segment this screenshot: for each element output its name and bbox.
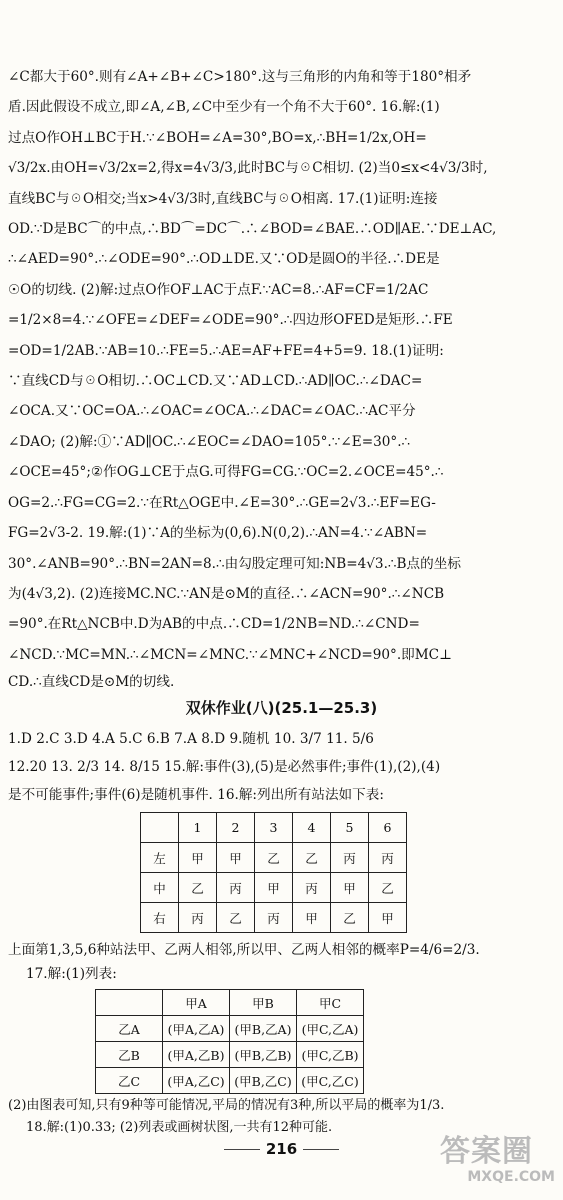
table-cell: (甲A,乙A) <box>163 1016 230 1042</box>
table-cell: (甲C,乙A) <box>297 1016 364 1042</box>
text-line: 12.20 13. 2/3 14. 8/15 15.解:事件(3),(5)是必然事件;事件(1),(2),(4) <box>8 759 441 775</box>
table-cell: 乙 <box>369 873 407 903</box>
text-line: 为(4√3,2). (2)连接MC.NC.∵AN是⊙M的直径.∴∠ACN=90°.∴∠NCB <box>8 585 445 602</box>
table-cell: 乙B <box>96 1042 163 1068</box>
table-row <box>96 1068 364 1094</box>
table-cell: 右 <box>141 903 179 933</box>
text-line: =90°.在Rt△NCB中.D为AB的中点.∴CD=1/2NB=ND.∴∠CND= <box>8 616 420 633</box>
table-row <box>96 1016 364 1042</box>
table-cell <box>96 990 163 1016</box>
table-row <box>96 1042 364 1068</box>
table-cell: 丙 <box>255 903 293 933</box>
table-cell: 丙 <box>293 873 331 903</box>
pairing-outcomes-table <box>95 989 364 1094</box>
text-line: 18.解:(1)0.33; (2)列表或画树状图,一共有12种可能. <box>26 1120 333 1135</box>
text-line: (2)由图表可知,只有9种等可能情况,平局的情况有3种,所以平局的概率为1/3. <box>8 1098 445 1113</box>
table-cell: 甲A <box>163 990 230 1016</box>
table-cell: 乙 <box>331 903 369 933</box>
text-line: CD.∴直线CD是⊙M的切线. <box>8 674 175 690</box>
table-row <box>141 873 407 903</box>
table-cell: 乙A <box>96 1016 163 1042</box>
answers-block-8 <box>8 725 556 809</box>
text-line: 上面第1,3,5,6种站法甲、乙两人相邻,所以甲、乙两人相邻的概率P=4/6=2/3. <box>8 942 480 958</box>
text-line: 直线BC与☉O相交;当x>4√3/3时,直线BC与☉O相离. 17.(1)证明:连接 <box>8 190 438 207</box>
text-line: ∵直线CD与☉O相切.∴OC⊥CD.又∵AD⊥CD.∴AD∥OC.∴∠DAC= <box>8 373 423 390</box>
table-cell: (甲C,乙C) <box>297 1068 364 1094</box>
table-cell: 丙 <box>217 873 255 903</box>
text-line: 1.D 2.C 3.D 4.A 5.C 6.B 7.A 8.D 9.随机 10. 3/7 11. 5/6 <box>8 731 374 747</box>
table-cell: 甲 <box>293 903 331 933</box>
text-line: ∠C都大于60°.则有∠A+∠B+∠C>180°.这与三角形的内角和等于180°相矛 <box>8 69 472 85</box>
watermark <box>440 1135 555 1195</box>
table-cell: (甲C,乙B) <box>297 1042 364 1068</box>
table-cell: 甲 <box>331 873 369 903</box>
text-line: 是不可能事件;事件(6)是随机事件. 16.解:列出所有站法如下表: <box>8 787 384 803</box>
table-cell: 甲 <box>369 903 407 933</box>
table-cell: 丙 <box>331 843 369 873</box>
watermark-url: MXQE.COM <box>467 1169 555 1185</box>
table-cell: (甲A,乙C) <box>163 1068 230 1094</box>
text-line: 17.解:(1)列表: <box>26 966 117 982</box>
table-cell: 甲C <box>297 990 364 1016</box>
table-cell: 4 <box>293 813 331 843</box>
table-cell: 甲B <box>230 990 297 1016</box>
table-cell: (甲B,乙A) <box>230 1016 297 1042</box>
table-cell: 乙 <box>293 843 331 873</box>
solutions-block-16-19 <box>8 62 556 670</box>
table-cell: 中 <box>141 873 179 903</box>
table-cell: 1 <box>179 813 217 843</box>
table-row <box>141 903 407 933</box>
text-line: =1/2×8=4.∵∠OFE=∠DEF=∠ODE=90°.∴四边形OFED是矩形.∴FE <box>8 312 453 329</box>
text-line: ∴∠AED=90°.∴∠ODE=90°.∴OD⊥DE.又∵OD是圆O的半径.∴DE是 <box>8 251 440 268</box>
standing-arrangements-table <box>140 812 407 933</box>
table-cell: (甲B,乙C) <box>230 1068 297 1094</box>
text-line: ∠OCE=45°;②作OG⊥CE于点G.可得FG=CG.∵OC=2.∠OCE=45°.∴ <box>8 464 444 481</box>
table-cell: 乙 <box>255 843 293 873</box>
table-cell: 甲 <box>179 843 217 873</box>
text-line: √3/2x.由OH=√3/2x=2,得x=4√3/3,此时BC与☉C相切. (2)当0≤x<4√3/3时, <box>8 160 488 177</box>
table-cell: (甲B,乙B) <box>230 1042 297 1068</box>
table-header-row <box>141 813 407 843</box>
text-line: 过点O作OH⊥BC于H.∵∠BOH=∠A=30°,BO=x,∴BH=1/2x,OH= <box>8 129 427 146</box>
table-cell: 5 <box>331 813 369 843</box>
table-cell: 甲 <box>217 843 255 873</box>
text-line: ∠OCA.又∵OC=OA.∴∠OAC=∠OCA.∴∠DAC=∠OAC.∴AC平分 <box>8 403 416 420</box>
text-line: ∠NCD.∵MC=MN.∴∠MCN=∠MNC.∵∠MNC+∠NCD=90°.即MC⊥ <box>8 646 452 663</box>
table-cell: 左 <box>141 843 179 873</box>
text-line: ∠DAO; (2)解:①∵AD∥OC.∴∠EOC=∠DAO=105°.∵∠E=30°.∴ <box>8 433 411 450</box>
table-cell: 乙 <box>179 873 217 903</box>
table-header-row <box>96 990 364 1016</box>
text-line: 盾.因此假设不成立,即∠A,∠B,∠C中至少有一个角不大于60°. 16.解:(1) <box>8 99 440 116</box>
text-line: OG=2.∴FG=CG=2.∵在Rt△OGE中.∠E=30°.∴GE=2√3.∴EF=EG- <box>8 494 436 511</box>
text-line: FG=2√3-2. 19.解:(1)∵A的坐标为(0,6).N(0,2).∴AN=4.∵∠ABN= <box>8 525 428 542</box>
text-line: =OD=1/2AB.∵AB=10.∴FE=5.∴AE=AF+FE=4+5=9. 18.(1)证明: <box>8 342 444 359</box>
page-number-text: 216 <box>265 1140 298 1158</box>
table-row <box>141 843 407 873</box>
divider <box>224 1149 260 1150</box>
table-cell: 乙 <box>217 903 255 933</box>
table-cell: 3 <box>255 813 293 843</box>
table-cell: 丙 <box>369 843 407 873</box>
table-cell <box>141 813 179 843</box>
text-line: ☉O的切线. (2)解:过点O作OF⊥AC于点F.∵AC=8.∴AF=CF=1/2AC <box>8 281 429 298</box>
text-line: 30°.∠ANB=90°.∴BN=2AN=8.∴由勾股定理可知:NB=4√3.∴B点的坐标 <box>8 555 461 572</box>
table-cell: 甲 <box>255 873 293 903</box>
table-cell: 乙C <box>96 1068 163 1094</box>
divider <box>303 1149 339 1150</box>
table-cell: 6 <box>369 813 407 843</box>
text-line: OD.∵D是BC⌒的中点,∴BD⌒=DC⌒.∴∠BOD=∠BAE.∴OD∥AE.∵DE⊥AC, <box>8 221 497 238</box>
table-cell: (甲A,乙B) <box>163 1042 230 1068</box>
table-cell: 2 <box>217 813 255 843</box>
watermark-logo: 答案圈 <box>440 1134 533 1169</box>
table-cell: 丙 <box>179 903 217 933</box>
section-heading: 双休作业(八)(25.1—25.3) <box>185 699 378 717</box>
